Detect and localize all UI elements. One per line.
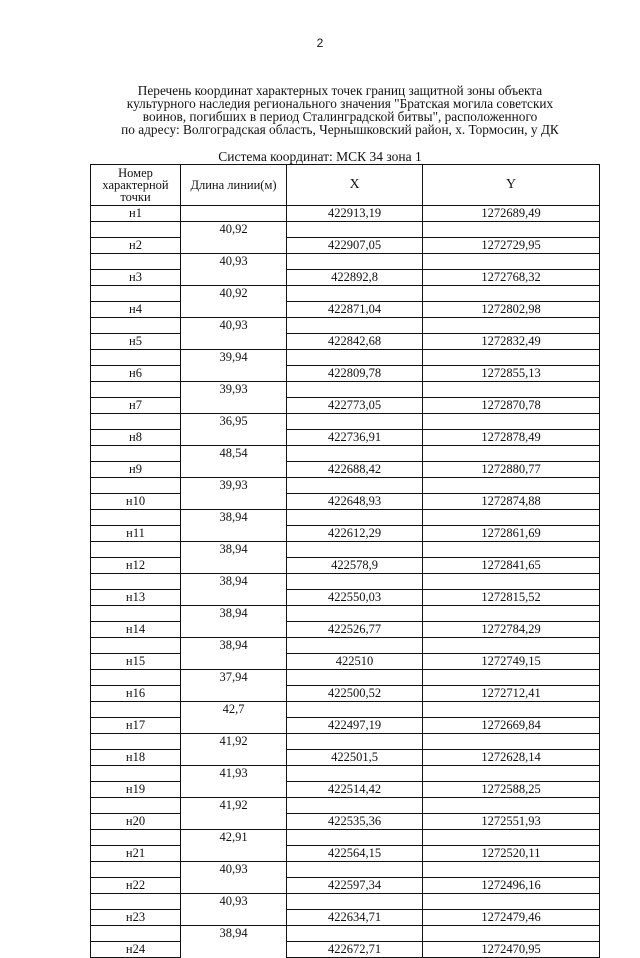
point-spacer-cell xyxy=(91,670,181,686)
title-line: Перечень координат характерных точек границ защитной зоны объекта xyxy=(137,83,543,98)
point-spacer-cell xyxy=(91,638,181,654)
table-row xyxy=(91,622,600,638)
x-spacer-cell xyxy=(287,926,423,942)
point-spacer-cell xyxy=(91,318,181,334)
y-spacer-cell xyxy=(423,254,600,270)
point-id-cell: н17 xyxy=(91,718,181,734)
table-row xyxy=(91,814,600,830)
y-coordinate-cell: 1272802,98 xyxy=(423,302,600,318)
coordinates-table xyxy=(90,164,600,958)
table-row xyxy=(91,430,600,446)
length-spacer-cell xyxy=(181,430,287,446)
x-spacer-cell xyxy=(287,350,423,366)
table-row xyxy=(91,334,600,350)
y-spacer-cell xyxy=(423,734,600,750)
x-coordinate-cell: 422510 xyxy=(287,654,423,670)
point-id-cell: н12 xyxy=(91,558,181,574)
point-id-cell: н3 xyxy=(91,270,181,286)
line-length-cell: 40,93 xyxy=(181,862,287,878)
point-id-cell: н8 xyxy=(91,430,181,446)
y-spacer-cell xyxy=(423,446,600,462)
point-spacer-cell xyxy=(91,350,181,366)
title-line: по адресу: Волгоградская область, Чернышковский район, х. Тормосин, у ДК xyxy=(121,122,559,137)
line-length-cell: 38,94 xyxy=(181,542,287,558)
x-spacer-cell xyxy=(287,670,423,686)
y-spacer-cell xyxy=(423,926,600,942)
table-header-row xyxy=(91,165,600,206)
y-spacer-cell xyxy=(423,798,600,814)
point-spacer-cell xyxy=(91,510,181,526)
table-row xyxy=(91,558,600,574)
line-length-cell: 38,94 xyxy=(181,574,287,590)
table-row xyxy=(91,222,600,238)
table-row xyxy=(91,494,600,510)
line-length-cell: 40,93 xyxy=(181,894,287,910)
length-spacer-cell xyxy=(181,622,287,638)
point-id-cell: н23 xyxy=(91,910,181,926)
coordinate-system-caption: Система координат: МСК 34 зона 1 xyxy=(218,149,422,164)
x-spacer-cell xyxy=(287,478,423,494)
x-coordinate-cell: 422501,5 xyxy=(287,750,423,766)
table-row xyxy=(91,270,600,286)
y-coordinate-cell: 1272870,78 xyxy=(423,398,600,414)
y-coordinate-cell: 1272832,49 xyxy=(423,334,600,350)
table-row xyxy=(91,670,600,686)
table-row xyxy=(91,414,600,430)
point-id-cell: н6 xyxy=(91,366,181,382)
point-spacer-cell xyxy=(91,894,181,910)
table-row xyxy=(91,638,600,654)
table-row xyxy=(91,206,600,222)
y-spacer-cell xyxy=(423,702,600,718)
table-row xyxy=(91,366,600,382)
header-line-length: Длина линии(м) xyxy=(181,165,287,206)
table-row xyxy=(91,606,600,622)
y-coordinate-cell: 1272628,14 xyxy=(423,750,600,766)
x-spacer-cell xyxy=(287,862,423,878)
x-spacer-cell xyxy=(287,894,423,910)
x-coordinate-cell: 422550,03 xyxy=(287,590,423,606)
point-id-cell: н11 xyxy=(91,526,181,542)
table-row xyxy=(91,542,600,558)
x-spacer-cell xyxy=(287,766,423,782)
line-length-cell: 39,93 xyxy=(181,478,287,494)
table-row xyxy=(91,942,600,958)
table-row xyxy=(91,574,600,590)
table-row xyxy=(91,734,600,750)
y-coordinate-cell: 1272861,69 xyxy=(423,526,600,542)
point-spacer-cell xyxy=(91,542,181,558)
y-coordinate-cell: 1272729,95 xyxy=(423,238,600,254)
length-spacer-cell xyxy=(181,494,287,510)
point-spacer-cell xyxy=(91,478,181,494)
point-spacer-cell xyxy=(91,766,181,782)
line-length-cell: 42,91 xyxy=(181,830,287,846)
point-spacer-cell xyxy=(91,254,181,270)
y-spacer-cell xyxy=(423,542,600,558)
point-spacer-cell xyxy=(91,734,181,750)
x-spacer-cell xyxy=(287,734,423,750)
x-coordinate-cell: 422736,91 xyxy=(287,430,423,446)
point-spacer-cell xyxy=(91,414,181,430)
table-row xyxy=(91,766,600,782)
table-row xyxy=(91,254,600,270)
length-spacer-cell xyxy=(181,398,287,414)
x-coordinate-cell: 422648,93 xyxy=(287,494,423,510)
point-id-cell: н1 xyxy=(91,206,181,222)
x-spacer-cell xyxy=(287,830,423,846)
length-spacer-cell xyxy=(181,590,287,606)
length-spacer-cell xyxy=(181,366,287,382)
y-spacer-cell xyxy=(423,510,600,526)
x-spacer-cell xyxy=(287,798,423,814)
line-length-cell: 38,94 xyxy=(181,926,287,942)
table-row xyxy=(91,718,600,734)
y-spacer-cell xyxy=(423,286,600,302)
y-coordinate-cell: 1272470,95 xyxy=(423,942,600,958)
title-line: воинов, погибших в период Сталинградской битвы", расположенного xyxy=(142,109,538,124)
length-spacer-cell xyxy=(181,686,287,702)
table-row xyxy=(91,302,600,318)
y-spacer-cell xyxy=(423,574,600,590)
point-id-cell: н24 xyxy=(91,942,181,958)
point-id-cell: н9 xyxy=(91,462,181,478)
x-coordinate-cell: 422907,05 xyxy=(287,238,423,254)
length-spacer-cell xyxy=(181,750,287,766)
table-row xyxy=(91,686,600,702)
table-row xyxy=(91,782,600,798)
length-spacer-cell xyxy=(181,302,287,318)
line-length-cell: 38,94 xyxy=(181,638,287,654)
point-id-cell: н20 xyxy=(91,814,181,830)
table-row xyxy=(91,526,600,542)
table-row xyxy=(91,286,600,302)
point-spacer-cell xyxy=(91,574,181,590)
x-coordinate-cell: 422688,42 xyxy=(287,462,423,478)
table-row xyxy=(91,238,600,254)
y-coordinate-cell: 1272749,15 xyxy=(423,654,600,670)
point-spacer-cell xyxy=(91,798,181,814)
table-row xyxy=(91,798,600,814)
point-spacer-cell xyxy=(91,830,181,846)
x-spacer-cell xyxy=(287,606,423,622)
point-id-cell: н2 xyxy=(91,238,181,254)
y-spacer-cell xyxy=(423,766,600,782)
y-coordinate-cell: 1272520,11 xyxy=(423,846,600,862)
point-spacer-cell xyxy=(91,382,181,398)
point-spacer-cell xyxy=(91,606,181,622)
table-row xyxy=(91,398,600,414)
length-spacer-cell xyxy=(181,878,287,894)
point-id-cell: н5 xyxy=(91,334,181,350)
x-spacer-cell xyxy=(287,286,423,302)
y-coordinate-cell: 1272496,16 xyxy=(423,878,600,894)
table-row xyxy=(91,590,600,606)
y-coordinate-cell: 1272712,41 xyxy=(423,686,600,702)
x-coordinate-cell: 422526,77 xyxy=(287,622,423,638)
point-id-cell: н18 xyxy=(91,750,181,766)
line-length-cell: 37,94 xyxy=(181,670,287,686)
x-coordinate-cell: 422597,34 xyxy=(287,878,423,894)
table-body xyxy=(91,206,600,958)
y-coordinate-cell: 1272551,93 xyxy=(423,814,600,830)
header-point-number: Номер характерной точки xyxy=(91,165,181,206)
point-id-cell: н19 xyxy=(91,782,181,798)
length-spacer-cell xyxy=(181,558,287,574)
y-spacer-cell xyxy=(423,414,600,430)
line-length-cell: 39,94 xyxy=(181,350,287,366)
x-spacer-cell xyxy=(287,510,423,526)
x-spacer-cell xyxy=(287,638,423,654)
point-spacer-cell xyxy=(91,702,181,718)
x-spacer-cell xyxy=(287,222,423,238)
point-spacer-cell xyxy=(91,926,181,942)
table-row xyxy=(91,510,600,526)
y-spacer-cell xyxy=(423,350,600,366)
line-length-cell: 38,94 xyxy=(181,510,287,526)
header-x: X xyxy=(287,165,423,206)
page-number: 2 xyxy=(316,36,324,50)
point-id-cell: н21 xyxy=(91,846,181,862)
line-length-cell: 41,92 xyxy=(181,734,287,750)
line-length-cell: 40,92 xyxy=(181,222,287,238)
point-id-cell: н14 xyxy=(91,622,181,638)
table-row xyxy=(91,318,600,334)
x-coordinate-cell: 422809,78 xyxy=(287,366,423,382)
length-spacer-cell xyxy=(181,270,287,286)
table-row xyxy=(91,654,600,670)
line-length-cell: 48,54 xyxy=(181,446,287,462)
y-spacer-cell xyxy=(423,606,600,622)
table-row xyxy=(91,878,600,894)
y-spacer-cell xyxy=(423,382,600,398)
y-coordinate-cell: 1272768,32 xyxy=(423,270,600,286)
y-spacer-cell xyxy=(423,670,600,686)
table-row xyxy=(91,830,600,846)
line-length-cell: 41,93 xyxy=(181,766,287,782)
table-row xyxy=(91,750,600,766)
length-spacer-cell xyxy=(181,654,287,670)
y-coordinate-cell: 1272815,52 xyxy=(423,590,600,606)
x-coordinate-cell: 422892,8 xyxy=(287,270,423,286)
table-row xyxy=(91,446,600,462)
length-spacer-cell xyxy=(181,814,287,830)
x-coordinate-cell: 422578,9 xyxy=(287,558,423,574)
line-length-cell: 40,93 xyxy=(181,318,287,334)
length-spacer-cell xyxy=(181,846,287,862)
line-length-cell: 40,93 xyxy=(181,254,287,270)
x-spacer-cell xyxy=(287,414,423,430)
line-length-cell: 38,94 xyxy=(181,606,287,622)
y-spacer-cell xyxy=(423,638,600,654)
table-row xyxy=(91,350,600,366)
y-spacer-cell xyxy=(423,478,600,494)
y-coordinate-cell: 1272479,46 xyxy=(423,910,600,926)
y-coordinate-cell: 1272669,84 xyxy=(423,718,600,734)
point-id-cell: н15 xyxy=(91,654,181,670)
table-row xyxy=(91,382,600,398)
x-coordinate-cell: 422773,05 xyxy=(287,398,423,414)
x-coordinate-cell: 422564,15 xyxy=(287,846,423,862)
point-id-cell: н10 xyxy=(91,494,181,510)
y-coordinate-cell: 1272874,88 xyxy=(423,494,600,510)
point-id-cell: н4 xyxy=(91,302,181,318)
x-spacer-cell xyxy=(287,254,423,270)
y-coordinate-cell: 1272784,29 xyxy=(423,622,600,638)
x-spacer-cell xyxy=(287,542,423,558)
point-spacer-cell xyxy=(91,862,181,878)
length-spacer-cell xyxy=(181,910,287,926)
x-coordinate-cell: 422634,71 xyxy=(287,910,423,926)
y-coordinate-cell: 1272855,13 xyxy=(423,366,600,382)
x-coordinate-cell: 422497,19 xyxy=(287,718,423,734)
line-length-cell: 41,92 xyxy=(181,798,287,814)
x-coordinate-cell: 422913,19 xyxy=(287,206,423,222)
y-spacer-cell xyxy=(423,318,600,334)
length-spacer-cell xyxy=(181,462,287,478)
point-id-cell: н13 xyxy=(91,590,181,606)
x-spacer-cell xyxy=(287,318,423,334)
length-spacer-cell xyxy=(181,238,287,254)
x-coordinate-cell: 422500,52 xyxy=(287,686,423,702)
table-row xyxy=(91,462,600,478)
length-spacer-cell xyxy=(181,942,287,958)
point-spacer-cell xyxy=(91,222,181,238)
x-spacer-cell xyxy=(287,574,423,590)
y-coordinate-cell: 1272841,65 xyxy=(423,558,600,574)
point-id-cell: н16 xyxy=(91,686,181,702)
x-coordinate-cell: 422535,36 xyxy=(287,814,423,830)
y-spacer-cell xyxy=(423,830,600,846)
x-coordinate-cell: 422672,71 xyxy=(287,942,423,958)
table-row xyxy=(91,910,600,926)
table-row xyxy=(91,894,600,910)
length-spacer-cell xyxy=(181,206,287,222)
document-title xyxy=(70,84,610,136)
line-length-cell: 40,92 xyxy=(181,286,287,302)
x-spacer-cell xyxy=(287,382,423,398)
table-row xyxy=(91,862,600,878)
table-row xyxy=(91,926,600,942)
header-y: Y xyxy=(423,165,600,206)
y-spacer-cell xyxy=(423,862,600,878)
x-coordinate-cell: 422612,29 xyxy=(287,526,423,542)
length-spacer-cell xyxy=(181,334,287,350)
x-coordinate-cell: 422842,68 xyxy=(287,334,423,350)
x-spacer-cell xyxy=(287,446,423,462)
y-coordinate-cell: 1272588,25 xyxy=(423,782,600,798)
table-row xyxy=(91,846,600,862)
point-id-cell: н7 xyxy=(91,398,181,414)
table-row xyxy=(91,478,600,494)
y-spacer-cell xyxy=(423,894,600,910)
point-id-cell: н22 xyxy=(91,878,181,894)
point-spacer-cell xyxy=(91,446,181,462)
y-coordinate-cell: 1272878,49 xyxy=(423,430,600,446)
table-row xyxy=(91,702,600,718)
x-spacer-cell xyxy=(287,702,423,718)
point-spacer-cell xyxy=(91,286,181,302)
y-coordinate-cell: 1272880,77 xyxy=(423,462,600,478)
x-coordinate-cell: 422514,42 xyxy=(287,782,423,798)
y-coordinate-cell: 1272689,49 xyxy=(423,206,600,222)
x-coordinate-cell: 422871,04 xyxy=(287,302,423,318)
line-length-cell: 36,95 xyxy=(181,414,287,430)
length-spacer-cell xyxy=(181,782,287,798)
line-length-cell: 39,93 xyxy=(181,382,287,398)
y-spacer-cell xyxy=(423,222,600,238)
length-spacer-cell xyxy=(181,526,287,542)
length-spacer-cell xyxy=(181,718,287,734)
title-line: культурного наследия регионального значения "Братская могила советских xyxy=(126,96,554,111)
line-length-cell: 42,7 xyxy=(181,702,287,718)
